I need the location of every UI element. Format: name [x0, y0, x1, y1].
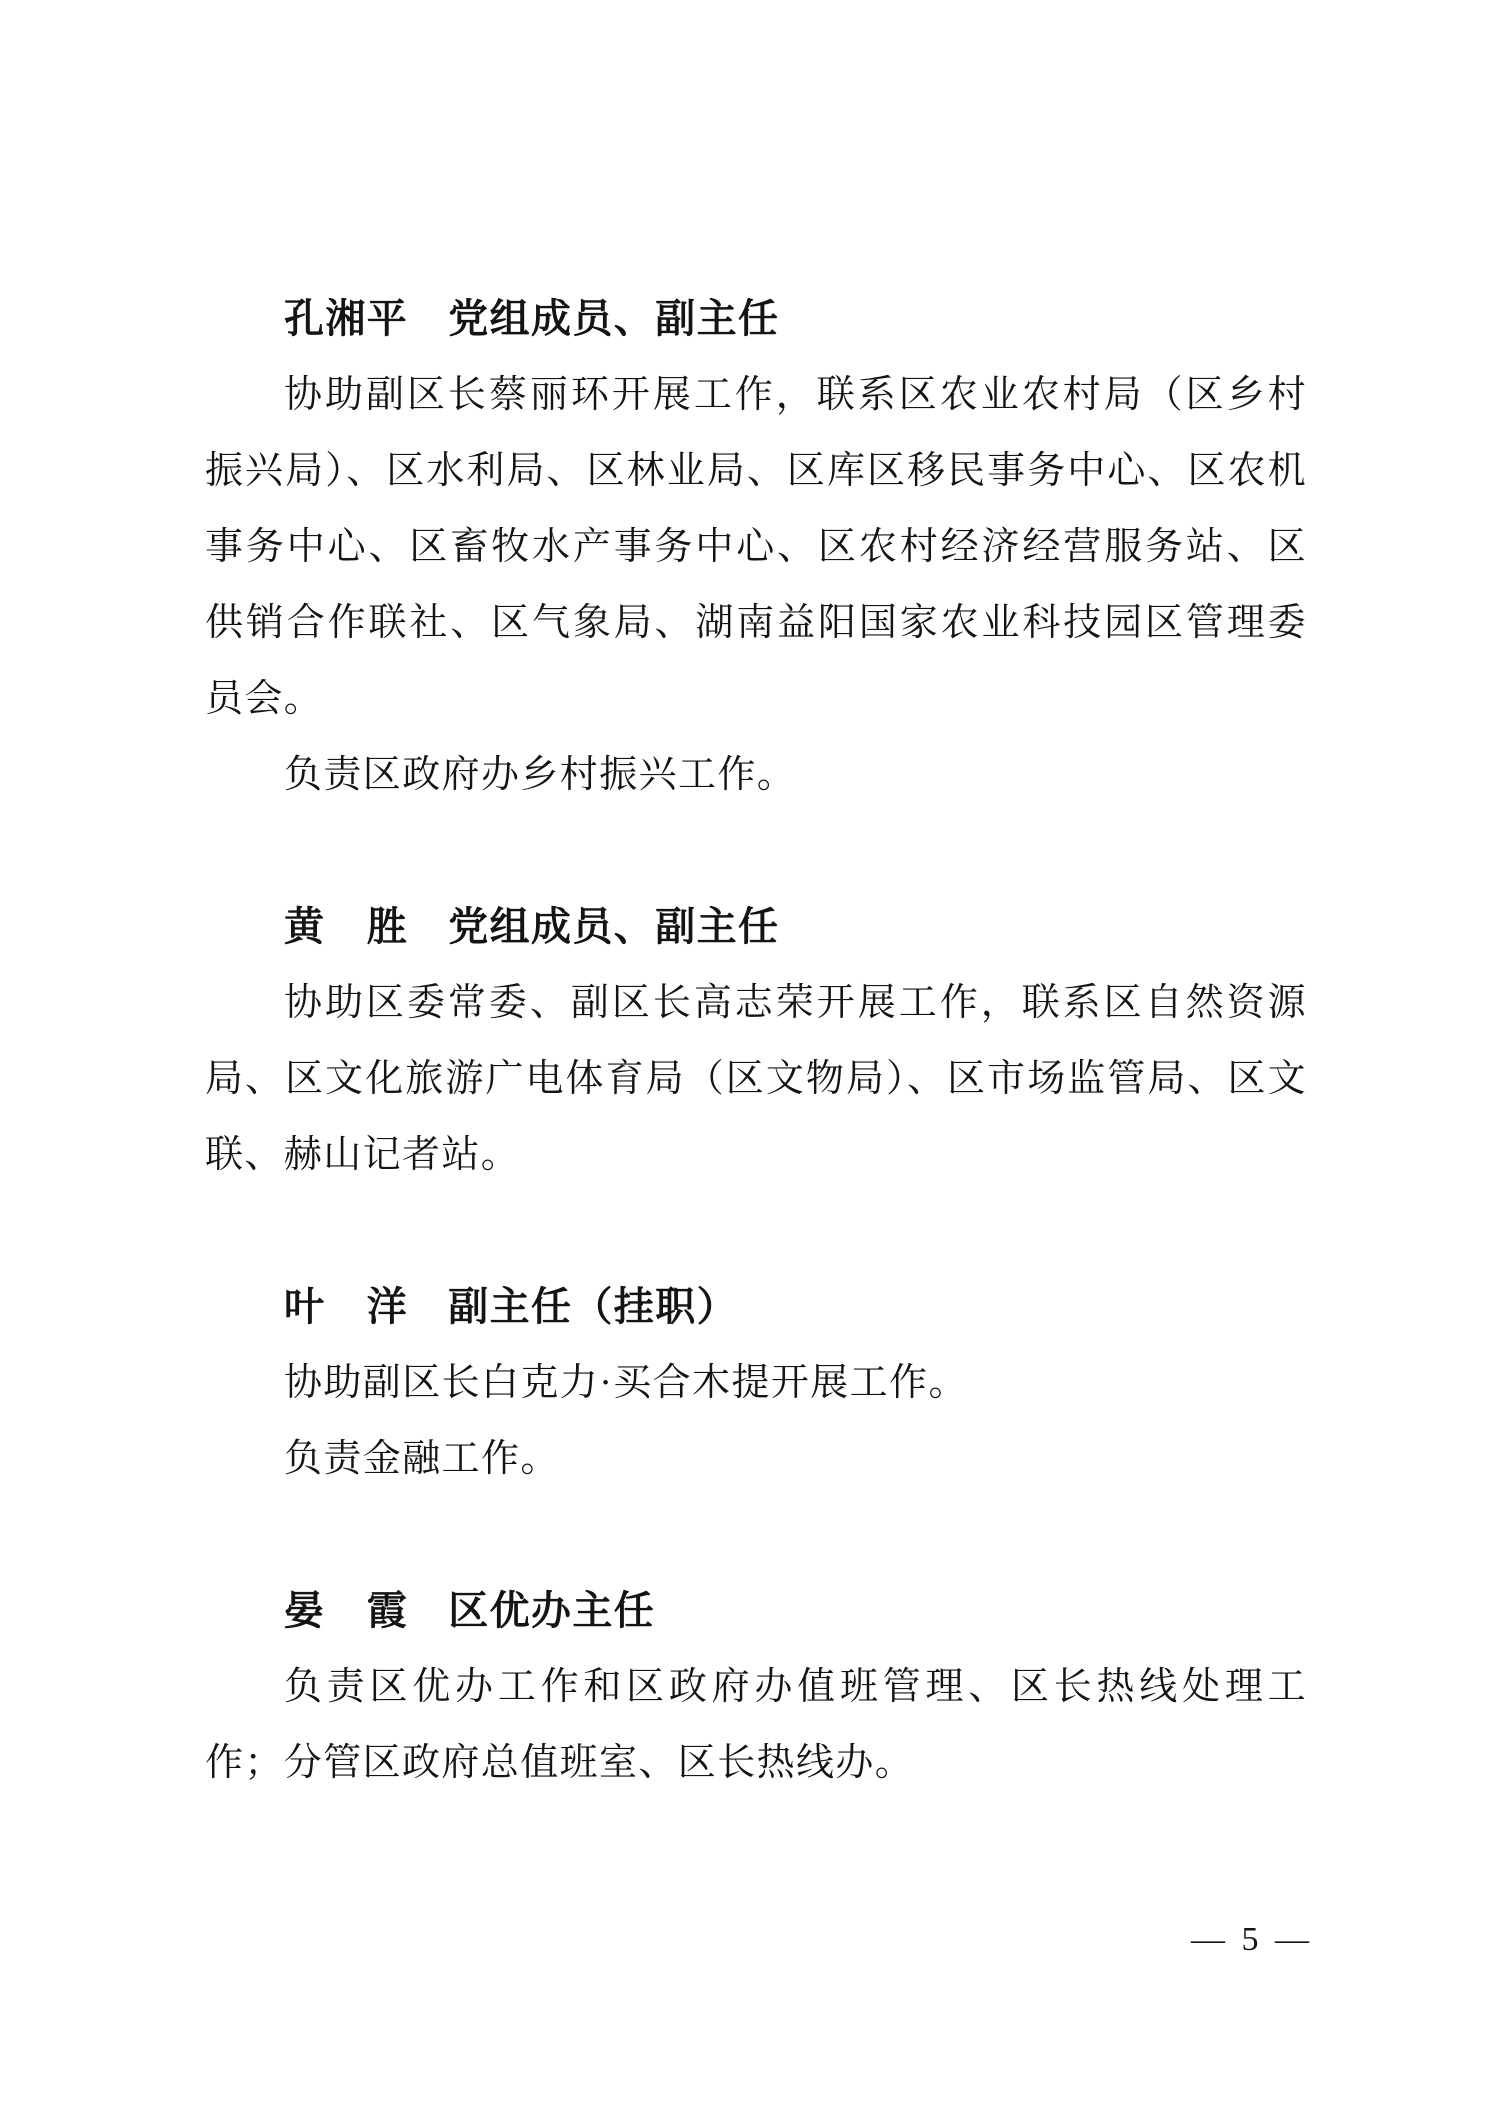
official-role: 党组成员、副主任 — [448, 905, 780, 949]
official-role: 区优办主任 — [448, 1589, 656, 1633]
duty-paragraph: 协助副区长蔡丽环开展工作，联系区农业农村局（区乡村振兴局）、区水利局、区林业局、区库区移民事务中心、区农机事务中心、区畜牧水产事务中心、区农村经济经营服务站、区供销合作联社、区气象局、湖南益阳国家农业科技园区管理委员会。 — [205, 374, 1307, 720]
official-name: 孔湘平 — [284, 297, 409, 341]
official-heading — [205, 889, 1307, 965]
official-section — [205, 1573, 1307, 1801]
official-section — [205, 281, 1307, 813]
duty-paragraph: 负责区优办工作和区政府办值班管理、区长热线处理工作；分管区政府总值班室、区长热线办。 — [205, 1666, 1307, 1784]
official-role: 党组成员、副主任 — [448, 297, 780, 341]
official-heading — [205, 281, 1307, 357]
duty-paragraph: 负责区政府办乡村振兴工作。 — [284, 754, 797, 796]
official-name: 晏 霞 — [284, 1589, 409, 1633]
duty-paragraph: 负责金融工作。 — [284, 1438, 560, 1480]
official-heading — [205, 1269, 1307, 1345]
official-heading — [205, 1573, 1307, 1649]
official-name: 叶 洋 — [284, 1285, 409, 1329]
official-name: 黄 胜 — [284, 905, 409, 949]
document-body — [205, 281, 1307, 1801]
official-section — [205, 1269, 1307, 1497]
official-role: 副主任（挂职） — [448, 1285, 739, 1329]
page-number: — 5 — — [1191, 1921, 1313, 1958]
duty-paragraph: 协助副区长白克力·买合木提开展工作。 — [284, 1362, 968, 1404]
official-section — [205, 889, 1307, 1193]
duty-paragraph: 协助区委常委、副区长高志荣开展工作，联系区自然资源局、区文化旅游广电体育局（区文物局）、区市场监管局、区文联、赫山记者站。 — [205, 982, 1307, 1176]
